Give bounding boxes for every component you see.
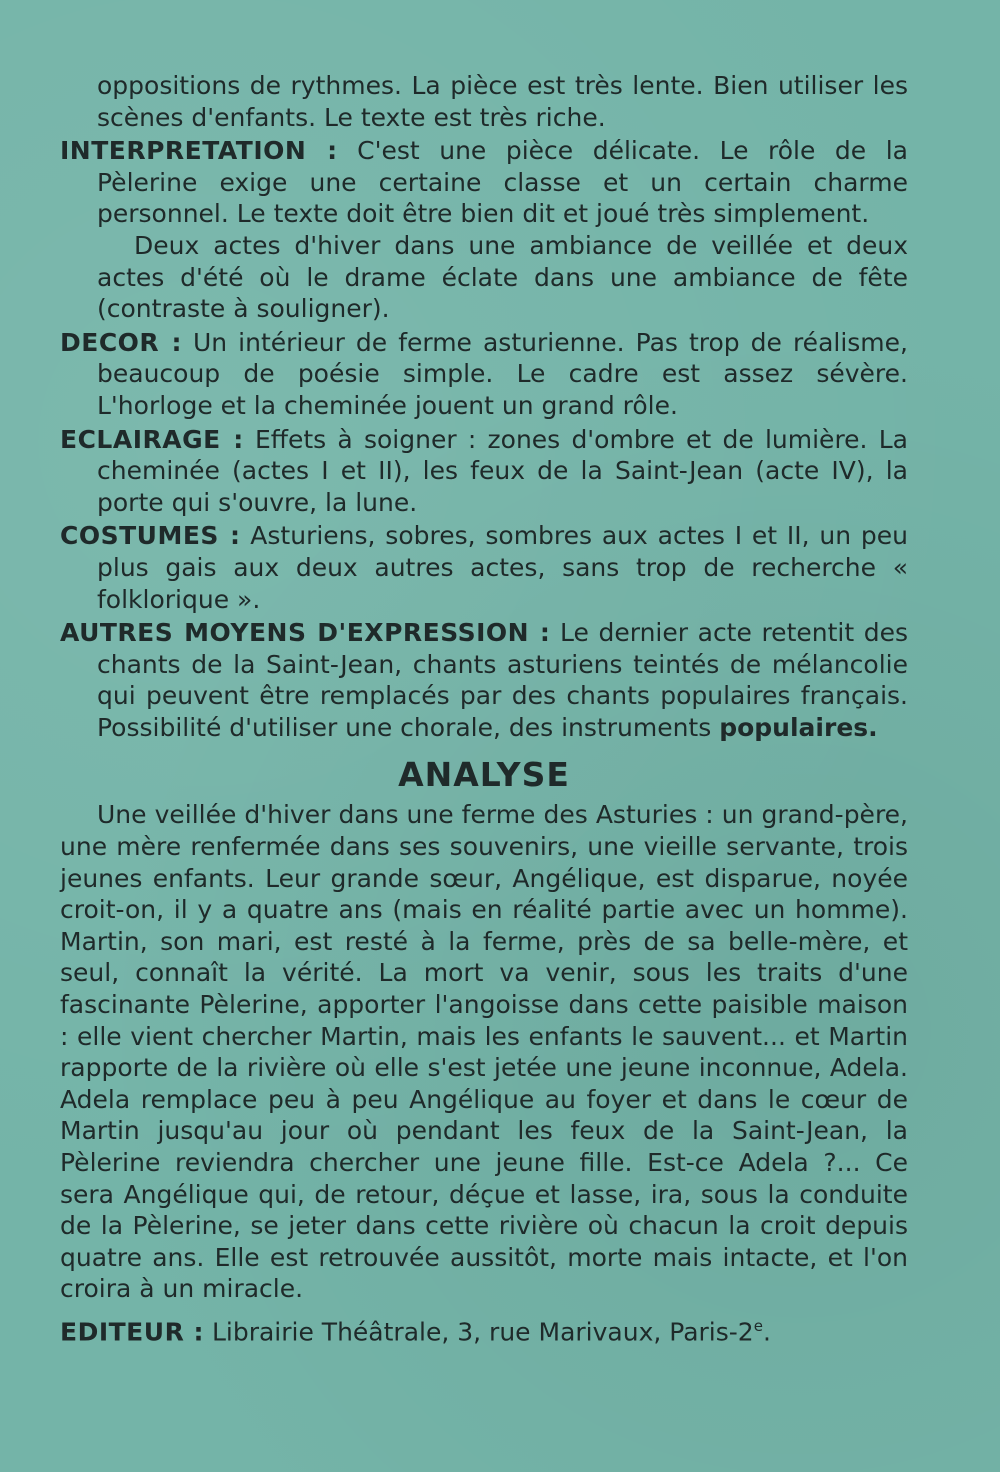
autres-text: Le dernier acte retentit des chants de la Saint-Jean, chants asturiens teintés de mélancolie qui peuvent être remplacés par des chants populaires français. Possibilité d'utiliser une chorale, des instruments <box>97 618 909 742</box>
decor-label: DECOR : <box>60 327 182 357</box>
document-content <box>60 70 908 1348</box>
autres-bold-end: populaires. <box>719 712 878 742</box>
autres-section <box>60 617 908 743</box>
editeur-label: EDITEUR : <box>60 1317 205 1347</box>
autres-label: AUTRES MOYENS D'EXPRESSION : <box>60 618 551 648</box>
analyse-heading: ANALYSE <box>398 755 570 795</box>
eclairage-section <box>60 424 908 519</box>
intro-paragraph <box>60 70 908 133</box>
costumes-label: COSTUMES : <box>60 521 241 551</box>
costumes-section <box>60 520 908 615</box>
editeur-text: Librairie Théâtrale, 3, rue Marivaux, Paris-2 <box>211 1317 754 1347</box>
interpretation-extra-text: Deux actes d'hiver dans une ambiance de veillée et deux actes d'été où le drame éclate dans une ambiance de fête (contraste à souligner). <box>97 230 908 324</box>
analyse-paragraph <box>60 799 908 1305</box>
decor-section <box>60 327 908 422</box>
interpretation-section <box>60 135 908 230</box>
intro-text: oppositions de rythmes. La pièce est très lente. Bien utiliser les scènes d'enfants. Le texte est très riche. <box>97 71 908 132</box>
interpretation-text: C'est une pièce délicate. Le rôle de la Pèlerine exige une certaine classe et un certain charme personnel. Le texte doit être bien dit et joué très simplement. <box>97 136 908 229</box>
editeur-superscript: e <box>753 1316 763 1335</box>
interpretation-extra-paragraph <box>60 230 908 325</box>
editeur-section <box>60 1311 908 1348</box>
costumes-text: Asturiens, sobres, sombres aux actes I et II, un peu plus gais aux deux autres actes, sans trop de recherche « folklorique ». <box>97 521 908 614</box>
interpretation-label: INTERPRETATION : <box>60 136 338 166</box>
eclairage-text: Effets à soigner : zones d'ombre et de lumière. La cheminée (actes I et II), les feux de la Saint-Jean (acte IV), la porte qui s'ouvre, la lune. <box>97 424 908 517</box>
analyse-text: Une veillée d'hiver dans une ferme des Asturies : un grand-père, une mère renfermée dans ses souvenirs, une vieille servante, trois jeunes enfants. Leur grande sœur, Angélique, est disparue, noyée croit-on, il y a quatre ans (mais en réalité partie avec un homme). Martin, son mari, est resté à la ferme, près de sa belle-mère, et seul, connaît la vérité. La mort va venir, sous les traits d'une fascinante Pèlerine, apporter l'angoisse dans cette paisible maison : elle vient chercher Martin, mais les enfants le sauvent... et Martin rapporte de la rivière où elle s'est jetée une jeune inconnue, Adela. Adela remplace peu à peu Angélique au foyer et dans le cœur de Martin jusqu'au jour où pendant les feux de la Saint-Jean, la Pèlerine reviendra chercher une jeune fille. Est-ce Adela ?... Ce sera Angélique qui, de retour, déçue et lasse, ira, sous la conduite de la Pèlerine, se jeter dans cette rivière où chacun la croit depuis quatre ans. Elle est retrouvée aussitôt, morte mais intacte, et l'on croira à un miracle. <box>60 800 908 1304</box>
eclairage-label: ECLAIRAGE : <box>60 424 244 454</box>
decor-text: Un intérieur de ferme asturienne. Pas trop de réalisme, beaucoup de poésie simple. Le cadre est assez sévère. L'horloge et la cheminée jouent un grand rôle. <box>97 327 908 420</box>
editeur-end: . <box>762 1317 771 1347</box>
